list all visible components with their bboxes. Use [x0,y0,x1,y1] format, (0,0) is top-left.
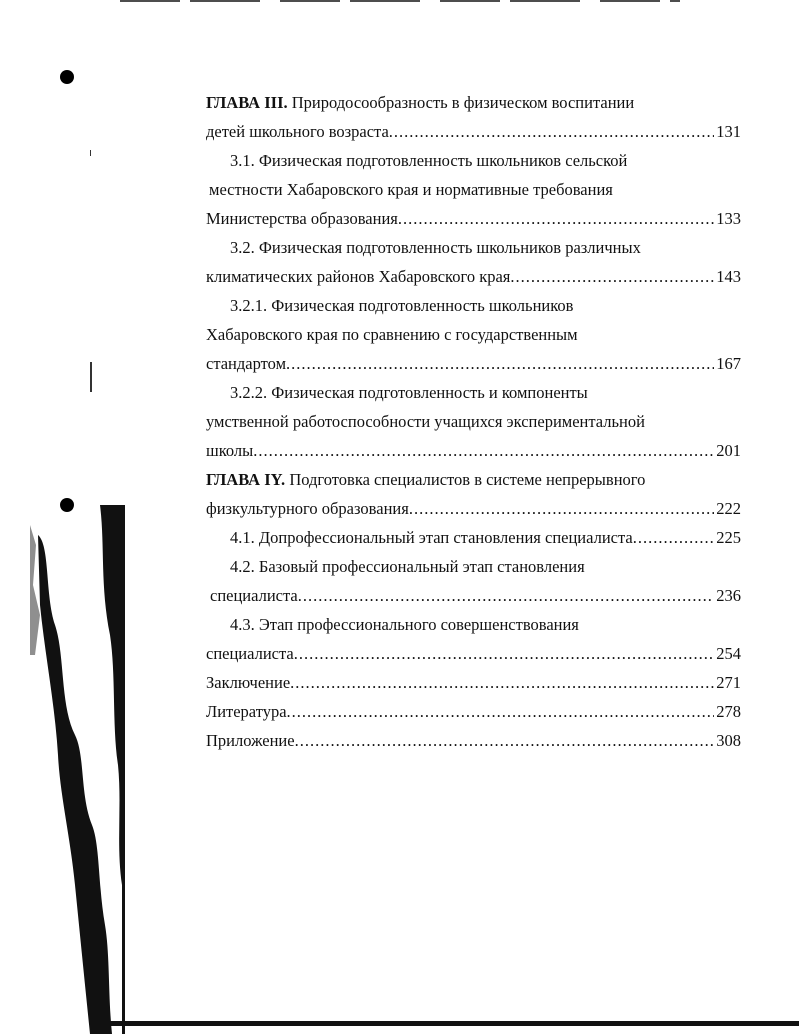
section-3-2-1-page: 167 [716,354,741,373]
section-3-2-line2: климатических районов Хабаровского края [206,267,511,286]
section-3-2-page: 143 [716,267,741,286]
section-4-3-entry [206,639,741,668]
chapter-3-entry [206,117,741,146]
dot-leader [295,726,715,755]
section-3-2-1-entry [206,349,741,378]
dot-leader [510,262,714,291]
bottom-scan-edge [100,1021,799,1026]
chapter-3-title-line1: Природосообразность в физическом воспитании [287,93,635,112]
scan-mark [90,150,91,156]
dot-leader [633,523,715,552]
literature-page: 278 [716,702,741,721]
section-3-2-2-page: 201 [716,441,741,460]
section-4-1-page: 225 [716,528,741,547]
section-3-2-1-line3: стандартом [206,354,287,373]
chapter-3-label: ГЛАВА III. [206,93,288,112]
conclusion-title: Заключение [206,673,291,692]
literature-entry [206,697,741,726]
section-4-3-page: 254 [716,644,741,663]
section-3-2-2-entry [206,436,741,465]
section-3-2-line1: 3.2. Физическая подготовленность школьников различных [230,238,641,257]
section-3-2-1-line2: Хабаровского края по сравнению с государственным [206,325,578,344]
chapter-3-title-line2: детей школьного возраста [206,122,389,141]
appendix-entry [206,726,741,755]
conclusion-entry [206,668,741,697]
section-4-2-page: 236 [716,586,741,605]
binding-shadow [30,505,125,1034]
chapter-4-title-line1: Подготовка специалистов в системе непрерывного [285,470,646,489]
dot-leader [389,117,714,146]
section-4-2-line1: 4.2. Базовый профессиональный этап становления [230,557,585,576]
dot-leader [290,668,714,697]
dot-leader [286,349,714,378]
chapter-4-page: 222 [716,499,741,518]
section-4-3-line2: специалиста [206,644,294,663]
appendix-title: Приложение [206,731,295,750]
section-4-1-line1: 4.1. Допрофессиональный этап становления специалиста [230,528,633,547]
section-4-1-entry [230,523,741,552]
scan-mark [90,362,92,392]
dot-leader [253,436,714,465]
conclusion-page: 271 [716,673,741,692]
section-3-2-entry [206,262,741,291]
dot-leader [287,697,715,726]
section-3-2-2-line2: умственной работоспособности учащихся экспериментальной [206,412,645,431]
section-4-2-line2: специалиста [210,586,298,605]
binder-hole-top [60,70,74,84]
appendix-page: 308 [716,731,741,750]
chapter-4-heading [206,465,741,494]
literature-title: Литература [206,702,287,721]
section-3-2-1-line1: 3.2.1. Физическая подготовленность школьников [230,296,574,315]
chapter-3-heading [206,88,741,117]
chapter-3-page: 131 [716,122,741,141]
dot-leader [409,494,714,523]
dot-leader [298,581,715,610]
section-4-2-entry [210,581,741,610]
chapter-4-label: ГЛАВА IY. [206,470,286,489]
section-3-1-line1: 3.1. Физическая подготовленность школьников сельской [230,151,628,170]
section-3-1-page: 133 [716,209,741,228]
section-3-1-line2: местности Хабаровского края и нормативные требования [209,180,613,199]
dot-leader [398,204,714,233]
chapter-4-entry [206,494,741,523]
section-3-2-2-line1: 3.2.2. Физическая подготовленность и компоненты [230,383,588,402]
section-3-1-line3: Министерства образования [206,209,398,228]
dot-leader [294,639,715,668]
section-4-3-line1: 4.3. Этап профессионального совершенствования [230,615,579,634]
section-3-2-2-line3: школы [206,441,254,460]
chapter-4-title-line2: физкультурного образования [206,499,409,518]
top-scan-edge [120,0,680,2]
section-3-1-entry [206,204,741,233]
